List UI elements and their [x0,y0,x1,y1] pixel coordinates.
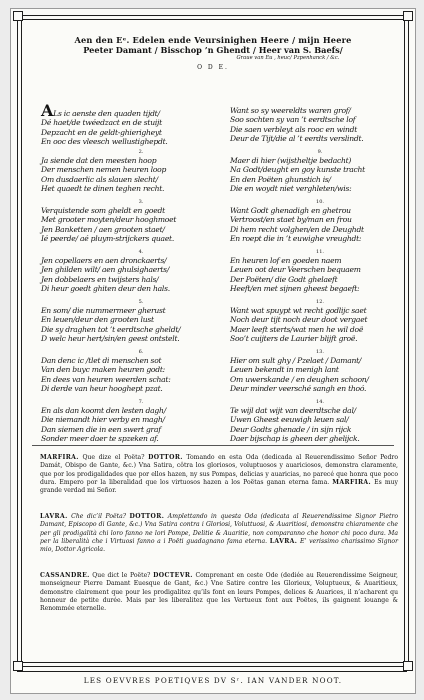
stanza-number: 3. [138,199,144,205]
verse-line: Jen ghilden wilt/ aen ghulsighaerts/ [41,265,170,275]
poem-stanza [230,149,408,193]
stanza-number: 14. [316,399,324,405]
poem-stanza [230,299,408,343]
corner-ornament [403,661,413,671]
verse-line: Jen copellaers en aen dronckaerts/ [41,256,167,265]
verse-line: En heuren lof en goeden naem [230,256,342,265]
stanza-number: 10. [316,199,324,205]
speaker-name: MARFIRA. [40,454,79,461]
page-border-frame [17,15,409,667]
poem-stanza [230,106,408,143]
verse-line: Deur minder veersché sangh en thoó. [230,383,367,393]
verse-line: Van den buyc maken heuren godt: [41,365,165,375]
verse-line: Der menschen nemen heuren loop [41,165,167,175]
speaker-name: DOTTOR. [148,454,183,461]
verse-line: Jen Banketten / aen grooten staet/ [41,224,165,234]
verse-line: Jen dobbelaers en twijsters hals/ [41,274,159,284]
verse-line: Dan siemen die in een swert graf [41,424,161,434]
poem-stanza [41,299,219,343]
verse-line: Soo sochten sy van ’t eerdtsche lof [230,115,356,125]
corner-ornament [403,11,413,21]
verse-line: Sonder meer daer te spzeken af. [41,433,159,443]
verse-line: Om uwerskande / en deughen schoon/ [230,374,369,384]
verse-line: Dé haet/de twéedzact en de stuijt [41,118,162,128]
verse-line: Vertroost/en staet by/man en frou [230,215,352,225]
poem-stanza [41,149,219,193]
verse-line: En roept die in ’t euwighe vreughdt: [230,233,362,243]
dedication-line-1: Aen den Eᵉ. Edelen ende Veursinighen Heere / mijn Heere [74,35,352,45]
verse-line: Die saen verbleyt als rooc en windt [230,124,358,134]
verse-line: Te wijl dat wijt van deerdtsche dal/ [230,406,356,415]
stanza-number: 13. [316,349,324,355]
verse-line: Daer bijschap is gheen der ghelijck. [230,433,360,443]
footer-divider [17,671,407,672]
stanza-number: 11. [316,249,324,255]
verse-line: Uwen Gheest eeuwigh leuen sal/ [230,415,349,425]
verse-line: Want wat spuypt wt recht godlijc saet [230,306,367,315]
stanza-number: 5. [138,299,144,305]
dedication-line-2: Peeter Damant / Bisschop ’n Ghendt / Heer van S. Baefs/ [83,45,343,55]
running-footer: LES OEVVRES POETIQVES DV Sʳ. IAN VANDER NOOT. [83,676,343,685]
speaker-name: LAVRA. [269,537,298,545]
answer-text: Comprenant en ceste Ode (dediée au Reuerendissime Seigneur, monseigneur Pierre Damant Euesque de Gant, &c.) Vne Satire contre les Glorieux, Voluptueux, & Auaritieux, demonstre clairement que pour les prodigalitez qu’ils font en leurs Pompes, delices & Auarices, il n’acharent qu honneur de petite durée. Mais par les liberalitez que les Vertueux font aux Poëtes, ils gaignent louange & Renommée eternelle. [40,572,398,613]
speaker-name: DOTTOR. [129,513,165,520]
closing-text: Es muy grande verdad mi Señor. [40,478,398,495]
stanza-number: 4. [138,249,144,255]
verse-line: D welc heur hert/sin/en geest ontstelt. [41,333,180,343]
stanza-number: 7. [138,399,144,405]
verse-line: Die niemandt hier verby en magh/ [41,415,165,425]
question-text: Che dic’il Poëta? [67,513,130,520]
poem-right-column [230,99,408,447]
corner-ornament [13,661,23,671]
verse-line: Ja siende dat den meesten hoop [41,156,157,165]
verse-line: En als dan koomt den lesten dagh/ [41,406,166,415]
stanza-number: 2. [138,149,144,155]
poem-stanza [41,101,219,146]
verse-line: Deur de Tijt/die al ’t eerdts verslindt. [230,133,364,143]
verse-line: Verquistende som gheldt en goedt [41,206,165,215]
verse-line: Die en woydt niet verghleten/wis: [230,183,352,193]
verse-line: Het quaedt te dinen teghen recht. [41,183,165,193]
verse-line: Want so sy weereldts waren grof/ [230,106,351,115]
verse-line: En ooc des vleesch wellustighepdt. [41,136,168,146]
speaker-name: MARFIRA. [332,478,372,486]
poem-stanza [41,199,219,243]
closing-text: E’ verissimo charissimo Signor mio, Dottor Agricola. [40,537,398,554]
answer-text: Tomando en esta Oda (dedicada al Reuerendissimo Señor Pedro Damát, Obispo de Gante, &c.) Vna Satira, côtra los gloriosos, voluptuosos y auariciosos, demonstra claramente, que por los prodigalidades que por ellos hazen, ny sus Pompas, delicias y auaricias, no parecé que honra que poco dura. Empero por la liberalidad que los virtuosos hazen a los Poëtas ganan eterna fama. [40,454,398,486]
poem-stanza [230,249,408,293]
prose-italian [40,513,398,554]
verse-line: Hier om sult ghy / Pzelaet / Damant/ [230,356,362,365]
verse-line: Depzacht en de geldt-ghierigheyt [41,127,162,137]
answer-text: Amplettando in questa Oda (dedicata al Reuerendissime Signor Pietro Damant, Episcopo di Gante, &c.) Vna Satira contra i Gloriosi, Voluttuosi, & Auaritiosi, demonstra chiaramente che per gli prodigalità chi loro fanno ne lori Pompe, Delitie & Auaritie, non comparanno che honor chi poco dura. Ma per la liberalità che i Virtuosi fanno a i Poëti guadagnano fama eterna. [40,513,398,545]
poem-stanza [230,399,408,443]
poem-left-column [41,99,219,447]
verse-line: En som/ die nummermeer gherust [41,306,166,315]
verse-line: Want Godt ghenadigh en ghetrou [230,206,351,215]
poem-columns [18,99,408,447]
stanza-number: 9. [317,149,323,155]
dedication-line-3: Graue van Eu , heuc/ Pzpenhanck / &c. [236,55,340,61]
verse-line: Maer di hier (wijstheltje bedacht) [230,156,352,165]
verse-line: Noch deur tijt noch deur doot vergaet [230,315,368,325]
poem-stanza [41,349,219,393]
verse-line: En leuen/deur den grooten lust [41,315,154,325]
dedication-heading [18,35,408,73]
poem-stanza [41,249,219,293]
speaker-name: CASSANDRE. [40,572,90,579]
verse-line: En dees van heuren weerden schat: [41,374,171,384]
verse-line: Om dusdaerlic als slauen slecht/ [41,174,158,184]
verse-line: Leuen oot deur Veerschen bequaem [230,265,361,275]
section-divider [32,445,394,446]
stanza-number: 6. [138,349,144,355]
verse-line: Deur Godts ghenade / in sijn rijck [230,424,352,434]
corner-ornament [13,11,23,21]
poem-stanza [230,349,408,393]
verse-line: Maer leeft sterts/wat men he wil doë [230,324,364,334]
book-page [10,8,416,694]
verse-line: Der Poëten/ die Godt ghelaeft [230,274,338,284]
verse-line: Heeft/en met sijnen gheest begaeft: [230,283,360,293]
verse-line: Leuen bekendt in menigh lant [230,365,339,375]
prose-french [40,572,398,613]
stanza-number: 12. [316,299,324,305]
prose-spanish [40,454,398,495]
verse-line: Ié peerde/ aé pluym-strijckers quaet. [41,233,175,243]
verse-line: En den Poëten ghunstich is/ [230,174,331,184]
verse-line: Di hem recht volghen/en de Deughdt [230,224,364,234]
verse-line: Di derde van heur hooghept pzat. [41,383,163,393]
question-text: Que dict le Poëte? [89,572,154,579]
speaker-name: DOCTEVR. [153,572,193,579]
question-text: Que dize el Poëta? [78,454,149,461]
verse-line: ALs ic aenste den quaden tijdt/ [41,101,160,120]
verse-line: Met grooter moyten/deur hooghmoet [41,215,177,225]
poem-stanza [41,399,219,443]
ode-label: O D E. [197,64,229,71]
verse-line: Na Godt/deught en goy kunste tracht [230,165,365,175]
verse-line: Die sy draghen tot ’t eerdtsche gheldt/ [41,324,181,334]
verse-line: Dan denc ic /tlet di menschen sot [41,356,162,365]
poem-stanza [230,199,408,243]
verse-line: Soo’t cuijters de Laurier blijft groë. [230,333,358,343]
speaker-name: LAVRA. [40,513,68,520]
verse-line: Di heur goedt ghiten deur den hals. [41,283,170,293]
